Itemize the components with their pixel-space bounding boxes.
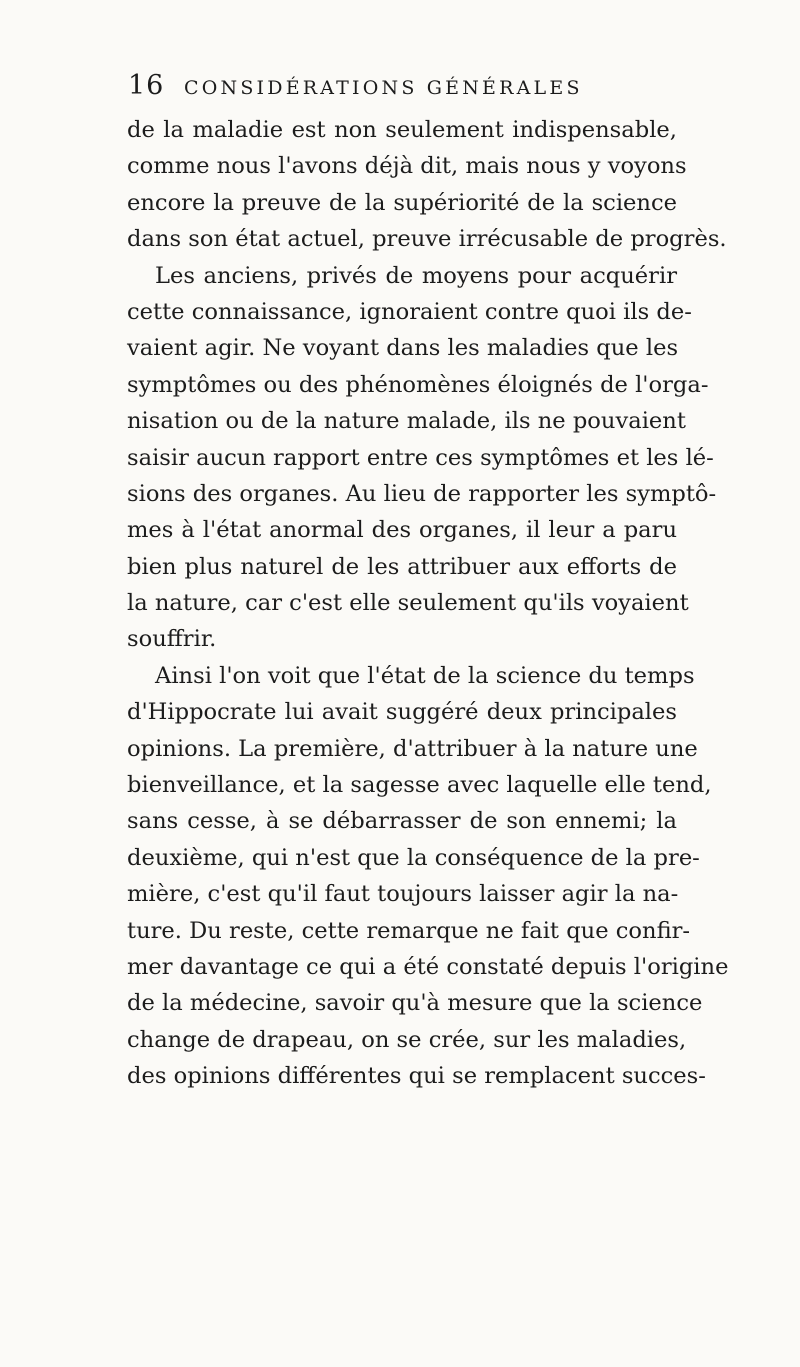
text-line: bien plus naturel de les attribuer aux efforts de bbox=[127, 553, 677, 580]
text-line: mière, c'est qu'il faut toujours laisser agir la na- bbox=[127, 881, 679, 908]
text-line: vaient agir. Ne voyant dans les maladies que les bbox=[127, 335, 679, 362]
text-line: opinions. La première, d'attribuer à la nature une bbox=[127, 735, 698, 762]
text-line: nisation ou de la nature malade, ils ne pouvaient bbox=[127, 408, 686, 435]
text-line: Les anciens, privés de moyens pour acquérir bbox=[155, 262, 677, 289]
text-line: de la maladie est non seulement indispensable, bbox=[127, 117, 677, 143]
text-line: ture. Du reste, cette remarque ne fait que confir- bbox=[127, 917, 691, 944]
text-line: bienveillance, et la sagesse avec laquelle elle tend, bbox=[127, 772, 712, 799]
text-line: souffrir. bbox=[127, 626, 217, 653]
text-line: la nature, car c'est elle seulement qu'ils voyaient bbox=[127, 590, 689, 617]
text-line: dans son état actuel, preuve irrécusable de progrès. bbox=[127, 226, 727, 253]
text-line: mer davantage ce qui a été constaté depuis l'origine bbox=[127, 953, 729, 980]
text-line: comme nous l'avons déjà dit, mais nous y voyons bbox=[127, 153, 687, 180]
text-line: cette connaissance, ignoraient contre quoi ils de- bbox=[127, 298, 692, 325]
text-line: des opinions différentes qui se remplacent succes- bbox=[127, 1063, 706, 1090]
text-line: change de drapeau, on se crée, sur les maladies, bbox=[127, 1026, 687, 1053]
text-line: deuxième, qui n'est que la conséquence de la pre- bbox=[127, 844, 700, 871]
text-line: sions des organes. Au lieu de rapporter les symptô- bbox=[127, 480, 717, 507]
text-line: sans cesse, à se débarrasser de son ennemi; la bbox=[127, 808, 677, 835]
text-line: de la médecine, savoir qu'à mesure que la science bbox=[127, 990, 703, 1017]
running-title: CONSIDÉRATIONS GÉNÉRALES bbox=[184, 77, 583, 99]
text-line: symptômes ou des phénomènes éloignés de l'orga- bbox=[127, 371, 709, 398]
text-line: encore la preuve de la supériorité de la science bbox=[127, 189, 677, 216]
page-number: 16 bbox=[128, 70, 165, 101]
body-text bbox=[127, 112, 729, 1095]
text-line: mes à l'état anormal des organes, il leur a paru bbox=[127, 517, 677, 544]
page-header bbox=[128, 70, 668, 104]
text-line: saisir aucun rapport entre ces symptômes et les lé- bbox=[127, 444, 714, 471]
text-line: Ainsi l'on voit que l'état de la science du temps bbox=[155, 662, 695, 689]
text-line: d'Hippocrate lui avait suggéré deux principales bbox=[127, 699, 677, 726]
